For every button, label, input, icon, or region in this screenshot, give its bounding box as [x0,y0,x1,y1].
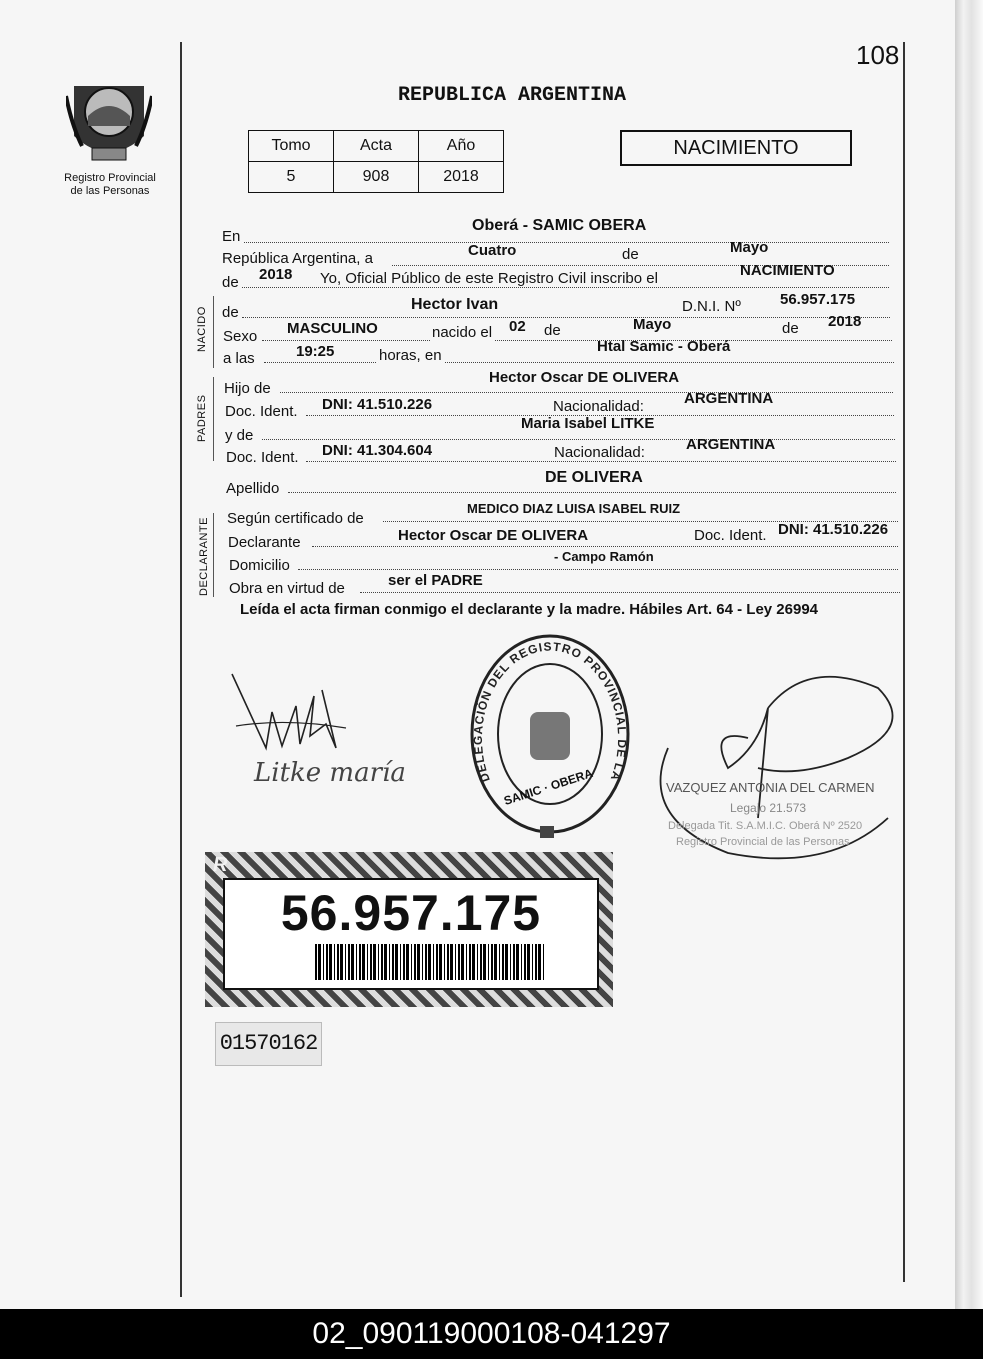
republica-label: República Argentina, a [222,250,373,267]
dotted-line [360,592,900,593]
mother-doc: DNI: 41.304.604 [322,442,433,459]
padres-bracket [213,377,214,461]
record-type-box: NACIMIENTO [620,130,852,166]
doc-ident-label: Doc. Ident. [225,403,298,420]
y-de-label: y de [225,427,254,444]
mother-nationality: ARGENTINA [686,436,776,453]
nacionalidad-label: Nacionalidad: [553,398,644,415]
ano-value: 2018 [419,162,504,193]
birth-month: Mayo [633,316,672,333]
dotted-line [288,492,896,493]
barcode-number: 56.957.175 [280,885,542,941]
page-stack-edge [955,0,983,1309]
obra-value: ser el PADRE [388,572,483,589]
birth-day: 02 [509,318,526,335]
certificado-value: MEDICO DIAZ LUISA ISABEL RUIZ [467,501,681,516]
doc-ident-label: Doc. Ident. [226,449,299,466]
de-label: de [782,320,799,337]
official-name: VAZQUEZ ANTONIA DEL CARMEN [666,780,875,795]
registry-name: Registro Provincial [64,172,156,184]
horas-label: horas, en [379,347,442,364]
apellido-value: DE OLIVERA [545,469,643,486]
year-value: 2018 [259,266,293,283]
tomo-header: Tomo [249,131,334,162]
pattern-letter: R [213,854,246,876]
acta-header: Acta [334,131,419,162]
certificado-label: Según certificado de [227,510,364,527]
domicilio-label: Domicilio [229,557,290,574]
control-number: 01570162 [215,1022,322,1066]
birth-time: 19:25 [296,343,335,360]
birth-place: Htal Samic - Oberá [597,338,731,355]
sexo-label: Sexo [223,328,258,345]
signature-name: Litke maría [254,758,406,788]
left-margin-line [180,42,182,1297]
barcode-label [205,852,613,1007]
dotted-line [264,362,894,363]
event-value: NACIMIENTO [740,262,835,279]
nacido-bracket [213,296,214,368]
dotted-line [242,317,890,318]
father-doc: DNI: 41.510.226 [322,396,433,413]
document-id-bar: 02_090119000108-041297 [0,1309,983,1359]
dotted-line [312,546,898,547]
birth-year: 2018 [828,313,862,330]
dotted-line [262,439,895,440]
acta-value: 908 [334,162,419,193]
registry-name-line2: de las Personas [70,185,150,197]
ano-header: Año [419,131,504,162]
padres-section-label: PADRES [196,394,208,442]
child-name: Hector Ivan [411,296,499,313]
province-emblem [66,76,152,168]
de2-label: de [222,274,239,291]
dotted-line [244,242,889,243]
seal-city: SAMIC · OBERA [502,766,595,808]
dotted-line [242,287,889,288]
country-title: REPUBLICA ARGENTINA [398,84,627,107]
declarante-doc-label: Doc. Ident. [694,527,767,544]
en-label: En [222,228,241,245]
nacido-section-label: NACIDO [196,306,208,352]
official-title: Delegada Tit. S.A.M.I.C. Oberá Nº 2520 [668,820,863,832]
mother-name: Maria Isabel LITKE [521,415,655,432]
declarante-section-label: DECLARANTE [198,517,210,596]
svg-text:DELEGACIÓN DEL REGISTRO PROVIN [468,630,629,784]
right-margin-line [903,42,905,1282]
tomo-value: 5 [249,162,334,193]
alas-label: a las [223,350,255,367]
page-number: 108 [856,40,900,70]
de-label: de [222,304,239,321]
apellido-label: Apellido [226,480,280,497]
dotted-line [298,569,898,570]
de-label: de [622,246,639,263]
declarante-doc: DNI: 41.510.226 [778,521,889,538]
sexo-value: MASCULINO [287,320,378,337]
declarante-bracket [213,513,214,597]
child-dni: 56.957.175 [780,291,856,308]
day-value: Cuatro [468,242,517,259]
month-value: Mayo [730,239,769,256]
registry-seal [468,630,633,842]
nacido-el-label: nacido el [432,324,493,341]
declarante-label: Declarante [228,534,301,551]
dotted-line [306,461,896,462]
domicilio-value: - Campo Ramón [554,549,654,564]
officer-text: Yo, Oficial Público de este Registro Civil inscribo el [320,270,658,287]
dotted-line [280,392,893,393]
father-nationality: ARGENTINA [684,390,774,407]
official-registry: Registro Provincial de las Personas [676,836,850,848]
place-value: Oberá - SAMIC OBERA [472,217,647,234]
barcode-bars [315,944,545,980]
closing-statement: Leída el acta firman conmigo el declarante y la madre. Hábiles Art. 64 - Ley 26994 [240,601,819,618]
record-table [248,130,504,193]
official-legajo: Legajo 21.573 [730,801,807,815]
mother-signature [226,666,406,798]
declarante-value: Hector Oscar DE OLIVERA [398,527,589,544]
father-name: Hector Oscar DE OLIVERA [489,369,680,386]
dotted-line [262,340,892,341]
seal-text: DELEGACIÓN DEL REGISTRO PROVINCIAL DE LA [470,639,630,785]
hijo-de-label: Hijo de [224,380,271,397]
obra-label: Obra en virtud de [229,580,345,597]
de-label: de [544,322,561,339]
dni-label: D.N.I. Nº [682,298,741,315]
nacionalidad-label: Nacionalidad: [554,444,645,461]
